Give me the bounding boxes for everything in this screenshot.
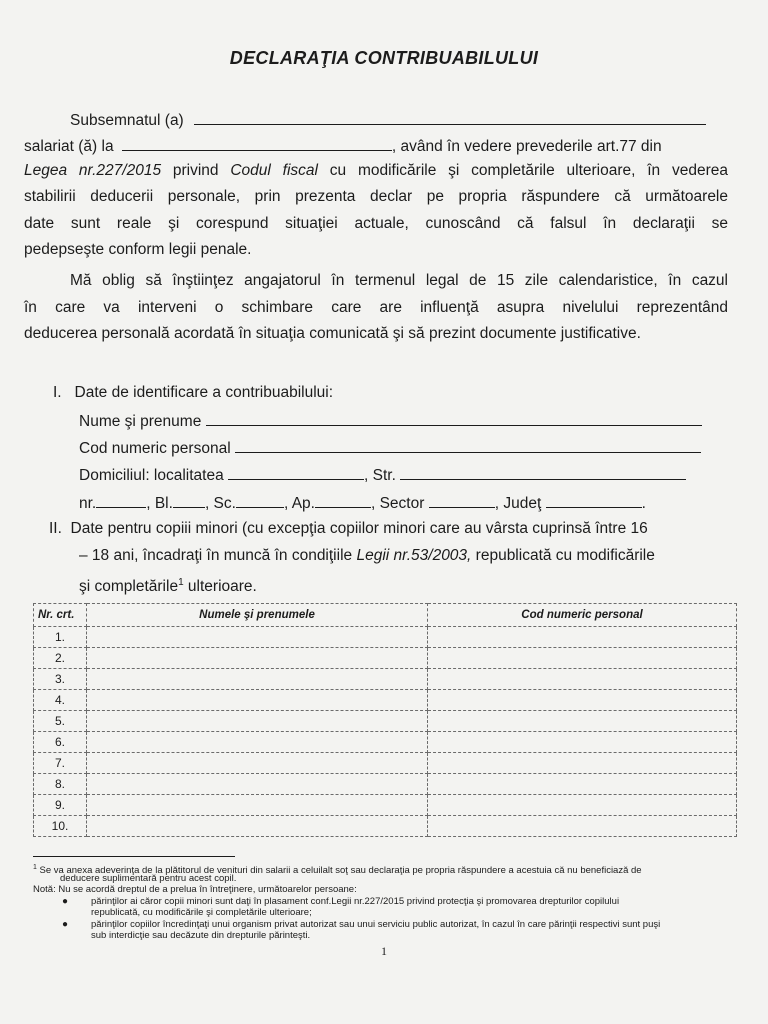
note-heading: Notă: Nu se acordă dreptul de a prelua în întreţinere, următoarelor persoane: xyxy=(33,884,357,895)
child-cnp-cell[interactable] xyxy=(428,816,737,837)
table-row xyxy=(34,711,737,732)
table-row xyxy=(34,669,737,690)
address-details-row xyxy=(79,492,646,514)
footnote-1-continued: deducere suplimentară pentru acest copil. xyxy=(60,873,237,884)
domicile-row xyxy=(79,464,686,486)
table-row xyxy=(34,732,737,753)
child-cnp-cell[interactable] xyxy=(428,711,737,732)
street-label: , Str. xyxy=(364,467,396,484)
privind-text: privind xyxy=(161,162,231,179)
nr-label: nr. xyxy=(79,495,97,512)
section-2-line-1 xyxy=(49,519,648,539)
header-name: Numele şi prenumele xyxy=(87,604,428,627)
section-2-title: Date pentru copiii minori (cu excepţia copiilor minori care au vârsta cuprinsă între 16 xyxy=(70,520,648,537)
note-item-2: părinţilor copiilor încredinţaţi unui organism privat autorizat sau unui serviciu public autorizat, în cazul în care părinţii respectivi sunt puşi xyxy=(91,919,661,930)
bl-label: , Bl. xyxy=(146,495,173,512)
children-table xyxy=(33,603,737,837)
row-number: 2. xyxy=(34,648,87,669)
child-cnp-cell[interactable] xyxy=(428,648,737,669)
salariat-label: salariat (ă) la xyxy=(24,138,114,155)
child-cnp-cell[interactable] xyxy=(428,753,737,774)
note-item-1: părinţilor ai căror copii minori sunt daţi în plasament conf.Legii nr.227/2015 privind protecţia şi promovarea drepturilor copilului xyxy=(91,896,620,907)
intro-modif-text: cu modificările şi completările ulterioare, în vederea xyxy=(317,162,728,179)
fiscal-code-reference: Codul fiscal xyxy=(230,162,318,179)
row-number: 1. xyxy=(34,627,87,648)
section-1-numeral: I. xyxy=(53,384,62,401)
nr-field[interactable] xyxy=(96,492,146,508)
row-number: 8. xyxy=(34,774,87,795)
ap-field[interactable] xyxy=(315,492,371,508)
name-row xyxy=(79,410,702,432)
section-2-line-3 xyxy=(79,573,257,597)
sc-field[interactable] xyxy=(236,492,284,508)
document-title: DECLARAŢIA CONTRIBUABILULUI xyxy=(229,48,539,68)
footnote-divider xyxy=(33,856,235,857)
intro-line-1 xyxy=(70,109,706,131)
labour-law-reference: Legii nr.53/2003, xyxy=(356,547,472,564)
section-2-line-2 xyxy=(79,546,655,566)
row-number: 4. xyxy=(34,690,87,711)
table-row xyxy=(34,690,737,711)
row-number: 6. xyxy=(34,732,87,753)
child-name-cell[interactable] xyxy=(87,690,428,711)
child-name-cell[interactable] xyxy=(87,816,428,837)
child-name-cell[interactable] xyxy=(87,732,428,753)
intro-line-5: date sunt reale şi corespund situaţiei actuale, cunoscând că falsul în declaraţii se xyxy=(24,215,728,232)
table-row xyxy=(34,774,737,795)
child-name-cell[interactable] xyxy=(87,669,428,690)
cnp-row xyxy=(79,437,701,459)
bullet-icon: ● xyxy=(62,896,69,907)
intro-line-3 xyxy=(24,161,728,181)
child-cnp-cell[interactable] xyxy=(428,627,737,648)
intro-line-6: pedepseşte conform legii penale. xyxy=(24,241,252,258)
name-field[interactable] xyxy=(206,410,702,426)
table-row xyxy=(34,816,737,837)
header-nr: Nr. crt. xyxy=(34,604,87,627)
table-row xyxy=(34,627,737,648)
table-row xyxy=(34,648,737,669)
employer-field[interactable] xyxy=(122,135,392,151)
child-name-cell[interactable] xyxy=(87,711,428,732)
section-1-title: Date de identificare a contribuabilului: xyxy=(74,384,334,401)
child-cnp-cell[interactable] xyxy=(428,690,737,711)
locality-label: Domiciliul: localitatea xyxy=(79,467,224,484)
address-end: . xyxy=(641,495,646,512)
section-1-heading xyxy=(53,383,333,403)
footnote-ref: 1 xyxy=(178,577,184,588)
note-item-2-continued: sub interdicţie sau decăzute din drepturile părinteşti. xyxy=(91,930,311,941)
section-2-text-b: republicată cu modificările xyxy=(471,547,655,564)
avand-text: , având în vedere prevederile art.77 din xyxy=(391,138,662,155)
section-2-text-d: ulterioare. xyxy=(183,578,257,596)
law-reference: Legea nr.227/2015 xyxy=(24,162,162,179)
child-name-cell[interactable] xyxy=(87,648,428,669)
cnp-field[interactable] xyxy=(235,437,701,453)
page-number: 1 xyxy=(381,944,387,958)
child-cnp-cell[interactable] xyxy=(428,732,737,753)
judet-label: , Judeţ xyxy=(494,495,542,512)
child-cnp-cell[interactable] xyxy=(428,774,737,795)
child-name-cell[interactable] xyxy=(87,753,428,774)
bullet-icon: ● xyxy=(62,919,69,930)
section-2-numeral: II. xyxy=(49,520,62,537)
table-row xyxy=(34,795,737,816)
table-row xyxy=(34,753,737,774)
obligation-line-2: în care va interveni o schimbare care are influenţă asupra nivelului reprezentând xyxy=(24,299,728,316)
section-2-text-c: şi completările xyxy=(79,578,179,596)
row-number: 10. xyxy=(34,816,87,837)
sector-label: , Sector xyxy=(370,495,425,512)
note-item-1-continued: republicată, cu modificările şi completările ulterioare; xyxy=(91,907,312,918)
row-number: 9. xyxy=(34,795,87,816)
cnp-label: Cod numeric personal xyxy=(79,440,231,457)
child-cnp-cell[interactable] xyxy=(428,795,737,816)
header-cnp: Cod numeric personal xyxy=(428,604,737,627)
judet-field[interactable] xyxy=(546,492,642,508)
row-number: 5. xyxy=(34,711,87,732)
obligation-line-1: Mă oblig să înştiinţez angajatorul în termenul legal de 15 zile calendaristice, în cazul xyxy=(70,272,728,289)
subsemnatul-field[interactable] xyxy=(194,109,706,125)
street-field[interactable] xyxy=(400,464,686,480)
section-2-text-a: – 18 ani, încadraţi în muncă în condiţiile xyxy=(79,547,357,564)
name-label: Nume şi prenume xyxy=(79,413,202,430)
sc-label: , Sc. xyxy=(204,495,236,512)
obligation-line-3: deducerea personală acordată în situaţia comunicată şi să prezint documente justificative. xyxy=(24,325,641,342)
table-header-row xyxy=(34,604,737,627)
subsemnatul-label: Subsemnatul (a) xyxy=(70,112,184,129)
row-number: 7. xyxy=(34,753,87,774)
intro-line-4: stabilirii deducerii personale, prin prezenta declar pe propria răspundere că următoarele xyxy=(24,188,728,205)
footnote-1-text-a: Se va anexa adeverinţa de la plătitorul de venituri din salarii a celuilalt soţ sau declaraţia pe propria răspundere a acestuia că nu beneficiază de xyxy=(36,865,642,877)
locality-field[interactable] xyxy=(228,464,364,480)
child-name-cell[interactable] xyxy=(87,627,428,648)
footnote-1-marker: 1 xyxy=(33,864,37,871)
child-name-cell[interactable] xyxy=(87,774,428,795)
bl-field[interactable] xyxy=(173,492,205,508)
child-cnp-cell[interactable] xyxy=(428,669,737,690)
child-name-cell[interactable] xyxy=(87,795,428,816)
row-number: 3. xyxy=(34,669,87,690)
intro-line-2 xyxy=(24,135,662,157)
sector-field[interactable] xyxy=(429,492,495,508)
ap-label: , Ap. xyxy=(283,495,315,512)
